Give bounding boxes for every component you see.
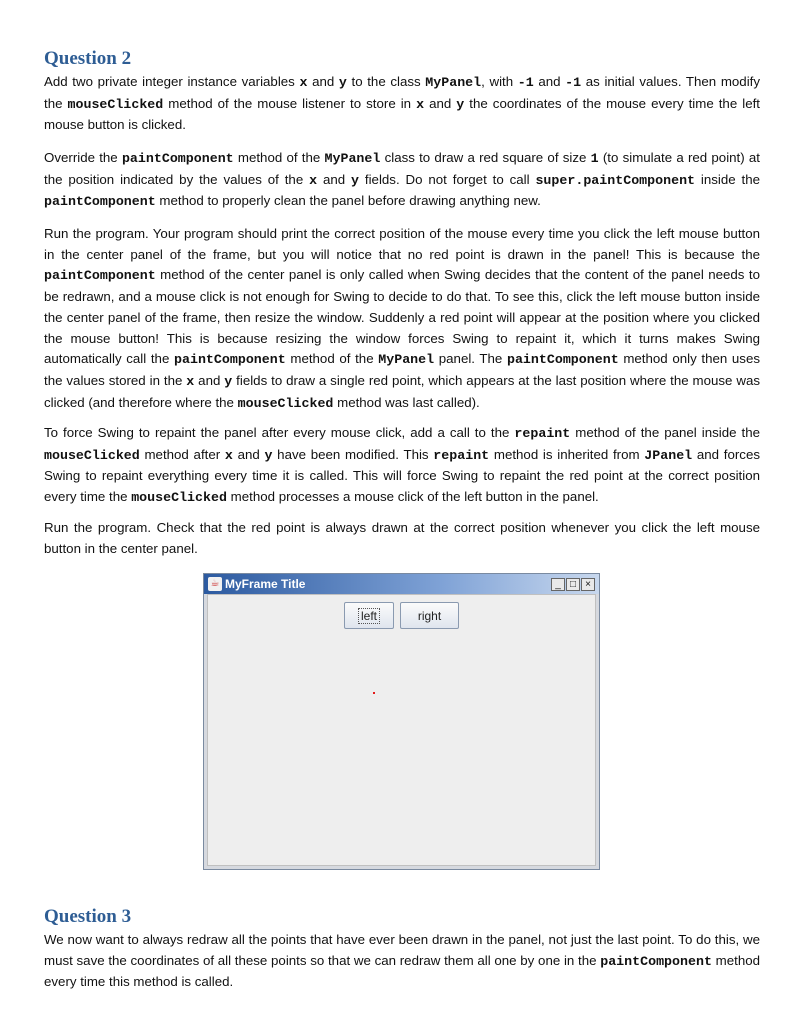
close-icon[interactable]: ×	[581, 578, 595, 591]
text-run: have been modified. This	[272, 446, 434, 462]
text-run: inside the	[695, 171, 761, 187]
text-run: fields to draw a single red point, which appears at the last position where the mouse was clicked (and therefore where the	[44, 372, 761, 410]
right-button[interactable]	[400, 602, 459, 629]
code-term: paintComponent	[44, 268, 156, 284]
text-run: method processes a mouse click of the left button in the panel.	[226, 489, 599, 505]
code-term: 1	[590, 151, 599, 166]
code-term: x	[186, 373, 195, 389]
code-term: -1	[517, 75, 534, 90]
q2-paragraph-3	[44, 224, 760, 414]
code-term: x	[299, 75, 308, 90]
code-term: x	[416, 96, 425, 112]
paragraph-text	[44, 72, 760, 136]
code-term: y	[264, 447, 273, 463]
code-term: MyPanel	[324, 151, 381, 166]
paragraph-text	[44, 930, 760, 993]
text-run: the coordinates of the mouse every time the left mouse button is clicked.	[44, 95, 760, 133]
question-3-heading: Question 3	[44, 906, 132, 927]
text-run: method is inherited from	[489, 446, 645, 462]
text-run: method of the	[233, 150, 325, 165]
code-term: x	[224, 447, 233, 463]
q2-paragraph-5	[44, 518, 760, 559]
text-run: and forces Swing to repaint everything every time it is called. This will force Swing to repaint the red point at the correct position every time the	[44, 446, 760, 505]
code-term: y	[224, 373, 233, 389]
java-cup-icon: ☕	[208, 577, 222, 591]
code-term: y	[351, 172, 360, 188]
text-run: Run the program. Your program should print the correct position of the mouse every time you click the left mouse button in the center panel of the frame, but you will notice that no red point is drawn in the panel! This is because the	[44, 226, 760, 262]
text-run: Add two private integer instance variables	[44, 74, 300, 89]
paragraph-text	[44, 518, 760, 559]
right-button-label: right	[417, 608, 442, 623]
left-button-label: left	[358, 608, 380, 624]
code-term: MyPanel	[425, 75, 482, 90]
text-run: class to draw a red square of size	[380, 150, 591, 165]
text-run: and	[533, 74, 566, 89]
text-run: (to simulate a red point) at the position indicated by the values of the	[44, 150, 760, 187]
minimize-icon[interactable]: _	[551, 578, 565, 591]
text-run: method of the center panel is only called when Swing decides that the content of the panel needs to be redrawn, and a mouse click is not enough for Swing to decide to do that. To see this, click the left mouse button inside the center panel of the frame, then resize the window. Suddenly a red point will appear at the position where you clicked the mouse button! This is because resizing the window forces Swing to repaint it, which it turns makes Swing automatically call the	[44, 267, 760, 367]
text-run: and	[194, 372, 225, 388]
text-run: method of the mouse listener to store in	[163, 95, 417, 111]
code-term: mouseClicked	[131, 490, 227, 506]
q2-paragraph-4	[44, 423, 760, 509]
text-run: method to properly clean the panel before drawing anything new.	[155, 193, 541, 209]
swing-window-figure	[203, 573, 600, 870]
text-run: as initial values. Then modify the	[44, 74, 761, 111]
q2-paragraph-2	[44, 148, 760, 213]
code-term: paintComponent	[174, 352, 286, 368]
paragraph-text	[44, 148, 760, 213]
text-run: method of the panel inside the	[570, 425, 760, 440]
text-run: method every time this method is called.	[44, 952, 761, 990]
code-term: y	[456, 96, 465, 112]
left-button[interactable]	[344, 602, 394, 629]
text-run: method was last called).	[333, 394, 480, 410]
text-run: To force Swing to repaint the panel after every mouse click, add a call to the	[44, 425, 515, 440]
text-run: method after	[139, 446, 225, 462]
code-term: JPanel	[644, 447, 693, 463]
maximize-icon[interactable]: □	[566, 578, 580, 591]
code-term: paintComponent	[44, 194, 156, 210]
code-term: repaint	[514, 426, 571, 441]
text-run: and	[307, 74, 339, 89]
text-run: and	[317, 171, 352, 187]
text-run: fields. Do not forget to call	[359, 171, 536, 187]
code-term: MyPanel	[378, 352, 435, 368]
text-run: Override the	[44, 150, 122, 165]
paragraph-text	[44, 423, 760, 509]
code-term: super.paintComponent	[535, 172, 696, 188]
text-run: panel. The	[434, 351, 507, 367]
window-titlebar[interactable]	[204, 574, 599, 594]
code-term: paintComponent	[121, 151, 234, 166]
window-title: MyFrame Title	[225, 577, 306, 591]
text-run: We now want to always redraw all the points that have ever been drawn in the panel, not just the last point. To do this, we must save the coordinates of all these points so that we can redraw them all one by one in the	[44, 932, 760, 968]
code-term: x	[309, 172, 318, 188]
code-term: mouseClicked	[67, 96, 164, 112]
text-run: Run the program. Check that the red point is always drawn at the correct position whenever you click the left mouse button in the center panel.	[44, 520, 760, 556]
code-term: paintComponent	[600, 953, 712, 969]
center-panel[interactable]	[207, 594, 596, 866]
code-term: mouseClicked	[237, 395, 334, 411]
text-run: , with	[481, 74, 518, 89]
paragraph-text	[44, 224, 760, 414]
text-run: to the class	[346, 74, 426, 89]
q2-paragraph-1	[44, 72, 760, 136]
text-run: method of the	[285, 351, 379, 367]
text-run: and	[424, 95, 457, 111]
q3-paragraph-1	[44, 930, 760, 993]
red-point	[373, 692, 375, 694]
code-term: -1	[565, 75, 582, 90]
code-term: paintComponent	[506, 352, 619, 368]
text-run: and	[232, 446, 265, 462]
text-run: method only then uses the values stored in the	[44, 351, 761, 388]
code-term: mouseClicked	[44, 447, 140, 463]
code-term: repaint	[433, 447, 490, 463]
code-term: y	[338, 75, 347, 90]
question-2-heading: Question 2	[44, 48, 132, 69]
